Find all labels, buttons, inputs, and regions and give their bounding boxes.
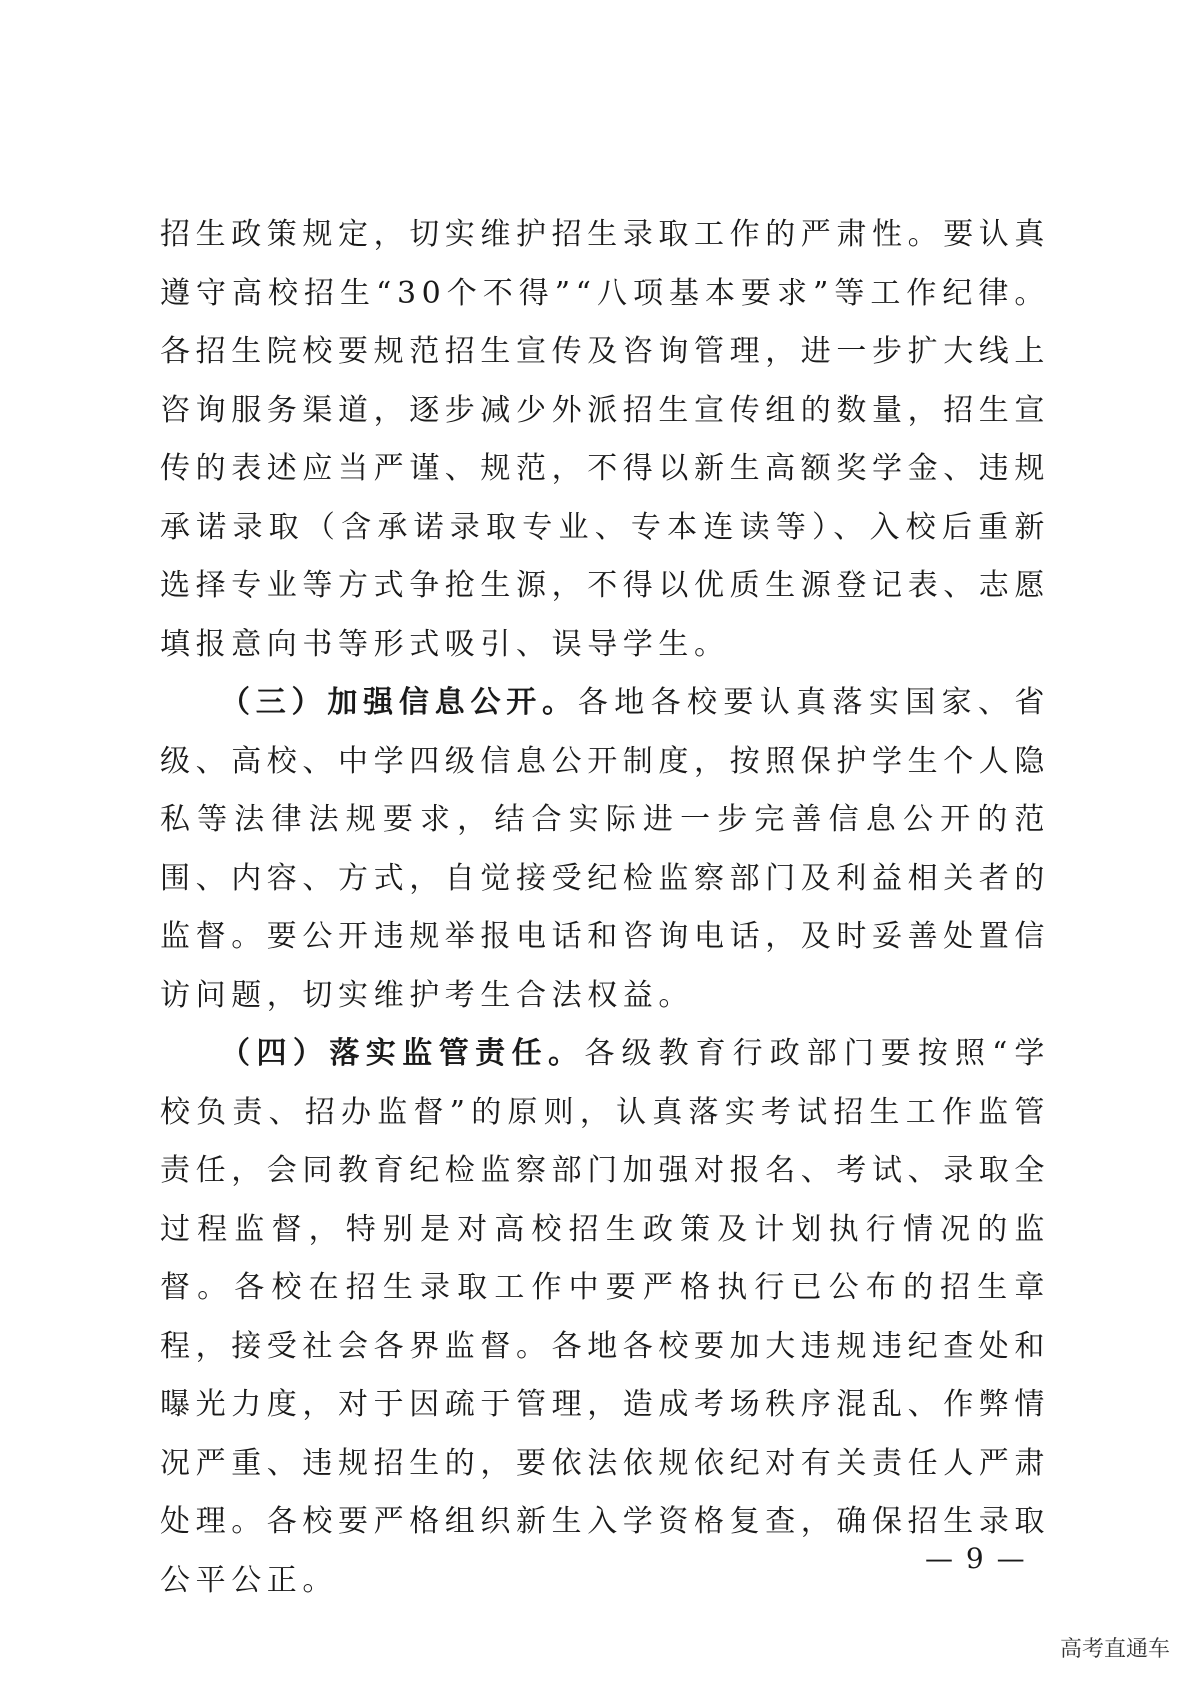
section-text-4: 各级教育行政部门要按照“学校负责、招办监督”的原则，认真落实考试招生工作监管责任，会同教育纪检监察部门加强对报名、考试、录取全过程监督，特别是对高校招生政策及计划执行情况的监督。各校在招生录取工作中要严格执行已公布的招生章程，接受社会各界监督。各地各校要加大违规违纪查处和曝光力度，对于因疏于管理，造成考场秩序混乱、作弊情况严重、违规招生的，要依法依规依纪对有关责任人严肃处理。各校要严格组织新生入学资格复查，确保招生录取公平公正。 bbox=[160, 1036, 1050, 1598]
watermark-label: 高考直通车 bbox=[1059, 1637, 1170, 1662]
paragraph-supervision-responsibility bbox=[160, 1025, 1050, 1610]
paragraph-admission-discipline: 招生政策规定，切实维护招生录取工作的严肃性。要认真遵守高校招生“30个不得”“八项基本要求”等工作纪律。各招生院校要规范招生宣传及咨询管理，进一步扩大线上咨询服务渠道，逐步减少外派招生宣传组的数量，招生宣传的表述应当严谨、规范，不得以新生高额奖学金、违规承诺录取（含承诺录取专业、专本连读等）、入校后重新选择专业等方式争抢生源，不得以优质生源登记表、志愿填报意向书等形式吸引、误导学生。 bbox=[160, 217, 1050, 662]
body-text bbox=[160, 206, 1050, 1610]
paragraph-information-disclosure bbox=[160, 674, 1050, 1025]
page-number: — 9 — bbox=[925, 1542, 1027, 1575]
section-heading-3: （三）加强信息公开。 bbox=[220, 685, 578, 720]
section-heading-4: （四）落实监管责任。 bbox=[220, 1036, 585, 1071]
section-text-3: 各地各校要认真落实国家、省级、高校、中学四级信息公开制度，按照保护学生个人隐私等法律法规要求，结合实际进一步完善信息公开的范围、内容、方式，自觉接受纪检监察部门及利益相关者的监督。要公开违规举报电话和咨询电话，及时妥善处置信访问题，切实维护考生合法权益。 bbox=[160, 685, 1050, 1013]
